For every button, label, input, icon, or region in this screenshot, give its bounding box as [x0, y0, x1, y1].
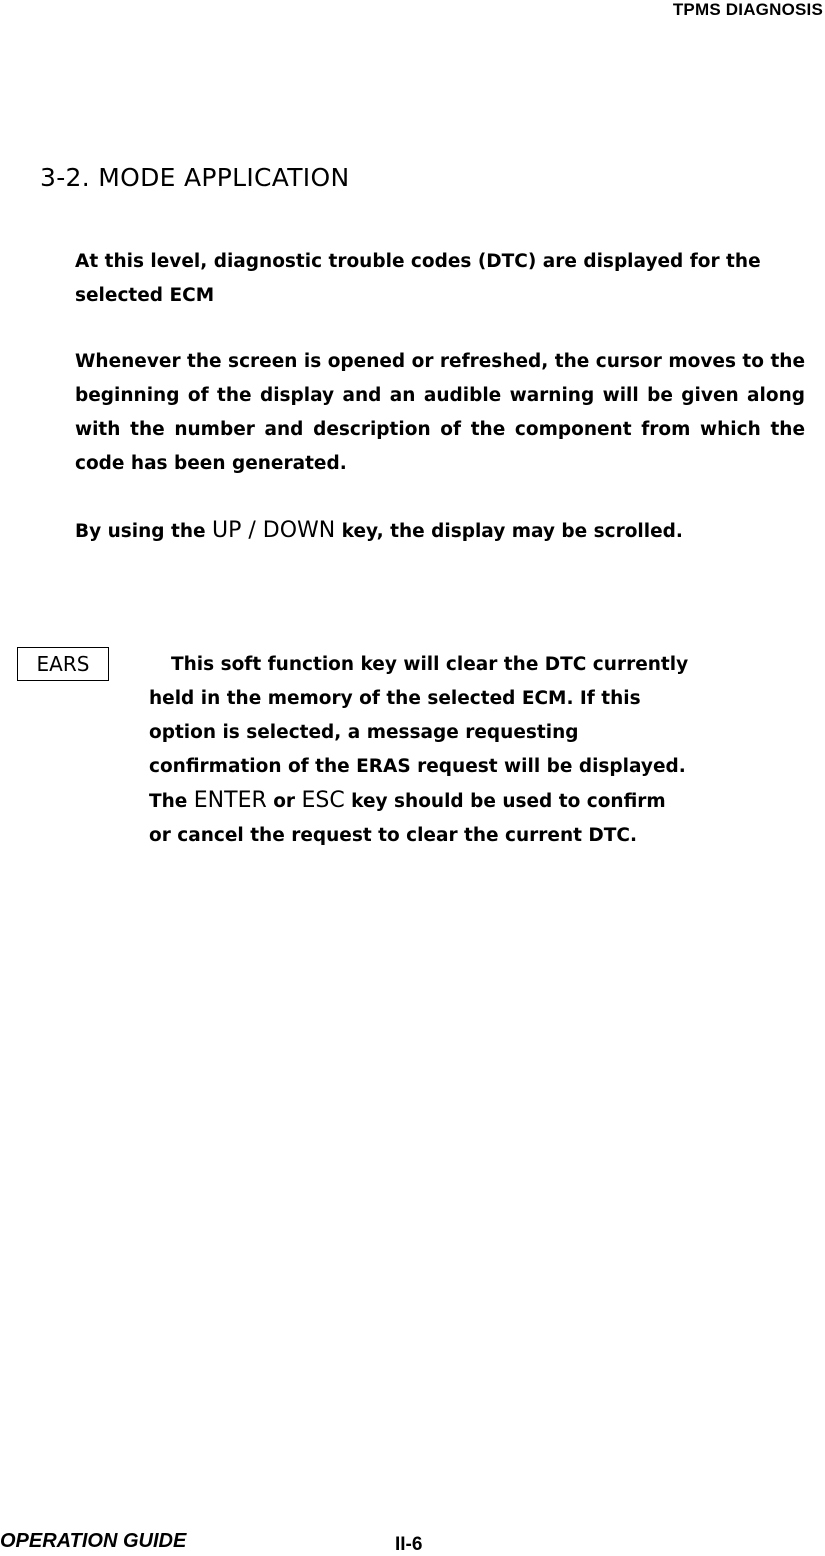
ears-soft-key: EARS: [17, 647, 109, 681]
ears-description-line-5: [149, 784, 789, 819]
footer-guide-label: OPERATION GUIDE: [0, 1530, 187, 1552]
enter-key-label: ENTER: [193, 788, 267, 813]
ears-line5-prefix: The: [149, 791, 194, 812]
ears-description-line-1: This soft function key will clear the DTC currently: [171, 654, 689, 675]
ears-line5-suffix: key should be used to confirm: [344, 791, 666, 812]
scrolling-text-prefix: By using the: [75, 521, 212, 542]
page-header-title: TPMS DIAGNOSIS: [672, 0, 823, 19]
up-down-key-label: UP / DOWN: [211, 518, 336, 543]
ears-description-line-6: or cancel the request to clear the current DTC.: [149, 825, 637, 846]
esc-key-label: ESC: [301, 788, 345, 813]
ears-description-line-3: option is selected, a message requesting: [149, 722, 579, 743]
paragraph-cursor-behavior: Whenever the screen is opened or refreshed, the cursor moves to the beginning of the display and an audible warning will be given along with the number and description of the component from which the code has been generated.: [75, 351, 805, 474]
section-heading: 3-2. MODE APPLICATION: [40, 163, 350, 192]
paragraph-scrolling: [75, 514, 805, 549]
ears-description-line-2: held in the memory of the selected ECM. If this: [149, 688, 641, 709]
paragraph-dtc-display: At this level, diagnostic trouble codes (DTC) are displayed for the selected ECM: [75, 251, 761, 306]
ears-description-line-4: confirmation of the ERAS request will be displayed.: [149, 756, 686, 777]
ears-line5-mid: or: [266, 791, 302, 812]
footer-page-number: II-6: [395, 1534, 423, 1555]
scrolling-text-suffix: key, the display may be scrolled.: [335, 521, 683, 542]
ears-description: [149, 648, 789, 853]
